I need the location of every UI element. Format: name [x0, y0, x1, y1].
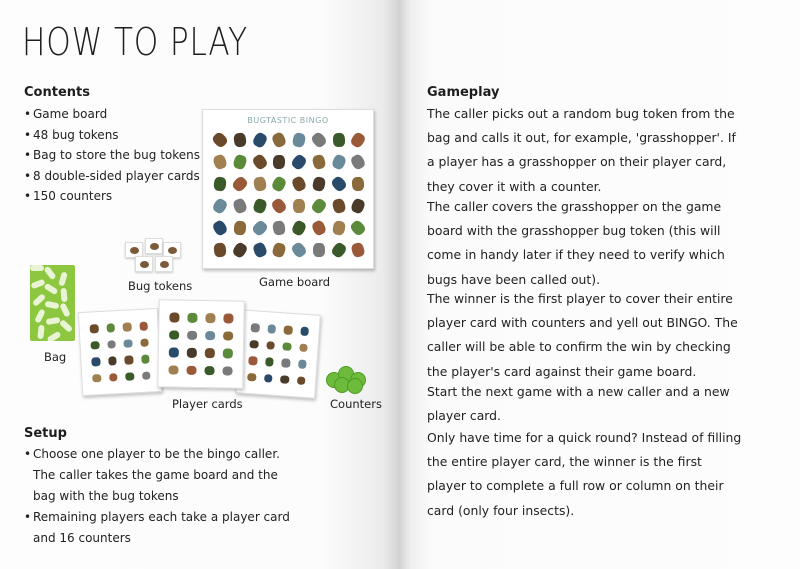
player-card-grid	[85, 317, 154, 386]
bug-picture	[272, 242, 287, 259]
contents-list	[24, 104, 200, 207]
bug-picture	[252, 198, 267, 215]
bug-picture	[91, 357, 100, 366]
bug-picture	[280, 375, 289, 384]
bug-picture	[213, 176, 226, 191]
bug-picture	[281, 358, 290, 367]
bug-picture	[265, 357, 274, 366]
bug-picture	[290, 241, 308, 259]
bug-picture	[125, 372, 134, 381]
bug-picture	[205, 348, 215, 358]
bug-picture	[205, 313, 215, 323]
bug-picture	[90, 341, 99, 350]
bug-picture	[92, 374, 101, 383]
bug-picture	[223, 313, 233, 323]
counters-image	[326, 366, 372, 394]
bug-picture	[310, 131, 328, 149]
bug-picture	[331, 198, 346, 215]
bug-picture	[292, 132, 307, 148]
bug-picture	[106, 323, 115, 332]
bug-picture	[211, 219, 228, 237]
bug-picture	[169, 330, 179, 340]
bag-pattern-mark	[34, 308, 46, 323]
bug-picture	[296, 376, 305, 385]
bag-pattern-mark	[37, 324, 44, 339]
game-board-caption: Game board	[259, 275, 331, 289]
bug-picture	[271, 131, 287, 149]
bug-picture	[291, 175, 308, 193]
bug-picture	[251, 153, 269, 171]
bug-picture	[124, 355, 133, 364]
bug-picture	[232, 154, 248, 171]
contents-item: • Game board	[24, 107, 108, 121]
bag-image	[30, 265, 75, 341]
player-card-image	[157, 299, 245, 388]
counter	[347, 378, 363, 394]
bug-picture	[247, 372, 256, 381]
bug-picture	[300, 327, 309, 336]
player-card-image	[78, 308, 162, 396]
bug-picture	[330, 153, 346, 170]
bug-picture	[211, 131, 229, 149]
bug-picture	[108, 356, 117, 365]
board-title: BUGTASTIC BINGO	[247, 116, 329, 125]
bug-picture	[168, 365, 178, 375]
bug-picture	[122, 322, 131, 331]
bag-pattern-mark	[30, 279, 45, 290]
bug-picture	[249, 340, 258, 349]
bag-pattern-mark	[45, 301, 60, 310]
bug-picture	[352, 177, 365, 192]
gameplay-paragraph-5: Only have time for a quick round? Instead of filling the entire player card, the winner is the first player to complete a full row or column on their card (only four insects).	[427, 430, 742, 518]
bug-picture	[233, 220, 246, 235]
bug-picture	[310, 219, 327, 237]
bag-pattern-mark	[43, 266, 56, 281]
bug-picture	[123, 339, 132, 348]
bug-picture	[311, 154, 326, 170]
bug-picture	[283, 325, 292, 334]
bug-picture	[231, 241, 248, 259]
bug-picture	[231, 175, 249, 193]
setup-item: • Choose one player to be the bingo caller. The caller takes the game board and the bag with the bug tokens	[24, 447, 280, 503]
bug-tokens-image	[125, 238, 183, 272]
contents-item: • Bag to store the bug tokens	[24, 148, 201, 162]
bug-picture	[232, 197, 248, 214]
bug-picture	[139, 322, 148, 331]
bug-picture	[310, 197, 328, 215]
gameplay-paragraph-4: Start the next game with a new caller and a new player card.	[427, 384, 730, 424]
bag-pattern-mark	[58, 271, 68, 286]
gameplay-paragraph-3: The winner is the first player to cover their entire player card with counters and yell out BINGO. The caller will be able to confirm the win by checking the player's card against their game board.	[427, 291, 738, 379]
bug-picture	[350, 153, 367, 171]
bug-picture	[273, 155, 285, 169]
bug-picture	[211, 197, 228, 215]
bug-picture	[186, 365, 196, 375]
bug-picture	[298, 359, 307, 368]
bug-token	[145, 238, 163, 254]
player-card-image	[235, 309, 321, 398]
bug-picture	[282, 342, 291, 351]
bug-picture	[142, 371, 151, 380]
board-bug-grid	[211, 130, 367, 260]
setup-heading: Setup	[24, 426, 67, 441]
bug-picture	[350, 197, 366, 214]
bug-picture	[204, 366, 214, 376]
bug-picture	[187, 330, 197, 340]
bug-picture	[332, 133, 344, 148]
bug-picture	[107, 340, 116, 349]
gameplay-paragraph-1: The caller picks out a random bug token from the bag and calls it out, for example, 'grasshopper'. If a player has a grasshopper on their player card, they cover it with a counter.	[427, 106, 736, 194]
bug-picture	[109, 373, 118, 382]
bug-picture	[205, 331, 215, 341]
bug-picture	[329, 241, 347, 259]
bag-pattern-mark	[60, 287, 67, 301]
bug-token	[135, 256, 153, 272]
bug-picture	[349, 219, 367, 237]
bug-picture	[213, 243, 226, 258]
bag-pattern-mark	[59, 303, 71, 318]
bag-pattern-mark	[46, 331, 61, 341]
setup-list	[24, 444, 290, 549]
bug-picture	[252, 176, 266, 192]
contents-heading: Contents	[24, 85, 90, 100]
player-cards-caption: Player cards	[172, 397, 243, 411]
bug-picture	[351, 242, 366, 259]
bug-picture	[222, 366, 232, 376]
bug-picture	[290, 153, 308, 171]
bag-pattern-mark	[30, 265, 44, 271]
page-title: HOW TO PLAY	[22, 20, 248, 64]
bug-picture	[251, 241, 267, 258]
bug-token	[155, 256, 173, 272]
bug-picture	[349, 131, 367, 149]
bag-caption: Bag	[44, 350, 67, 364]
contents-item: • 48 bug tokens	[24, 127, 119, 142]
bag-pattern-mark	[59, 319, 73, 333]
bug-picture	[212, 153, 228, 170]
bug-picture	[270, 197, 288, 215]
bug-picture	[267, 324, 276, 333]
gameplay-heading: Gameplay	[427, 85, 500, 100]
gameplay-paragraph-2: The caller covers the grasshopper on the game board with the grasshopper bug token (this will come in handy later if they need to verify which bugs have been called out).	[427, 199, 725, 287]
bug-picture	[140, 338, 149, 347]
bug-picture	[272, 220, 286, 236]
bug-picture	[90, 324, 99, 333]
bug-picture	[299, 343, 308, 352]
setup-item: • Remaining players each take a player card and 16 counters	[24, 510, 290, 545]
bug-picture	[311, 176, 325, 192]
left-page	[0, 0, 398, 569]
bug-picture	[187, 313, 197, 323]
player-card-grid	[243, 319, 313, 389]
bug-picture	[293, 199, 305, 213]
counters-caption: Counters	[330, 397, 382, 411]
player-card-grid	[164, 308, 237, 379]
bug-picture	[233, 132, 247, 147]
bug-picture	[223, 331, 233, 341]
bug-picture	[290, 219, 307, 237]
bug-picture	[250, 219, 268, 237]
bag-pattern-mark	[43, 283, 58, 296]
bug-picture	[331, 220, 345, 236]
bug-picture	[329, 175, 347, 193]
bug-picture	[169, 347, 179, 357]
bag-pattern-mark	[46, 317, 61, 325]
contents-item: • 150 counters	[24, 189, 113, 203]
bug-picture	[187, 348, 197, 358]
bug-picture	[251, 323, 260, 332]
bug-picture	[248, 356, 257, 365]
bug-picture	[223, 348, 233, 358]
contents-item: • 8 double-sided player cards	[24, 168, 200, 183]
bug-picture	[266, 341, 275, 350]
bug-picture	[313, 243, 325, 257]
game-board-image	[202, 109, 374, 269]
bug-picture	[141, 354, 150, 363]
bug-tokens-caption: Bug tokens	[128, 279, 193, 293]
bug-picture	[251, 131, 268, 149]
bug-picture	[264, 374, 273, 383]
bug-picture	[271, 175, 288, 193]
bug-picture	[169, 312, 179, 322]
